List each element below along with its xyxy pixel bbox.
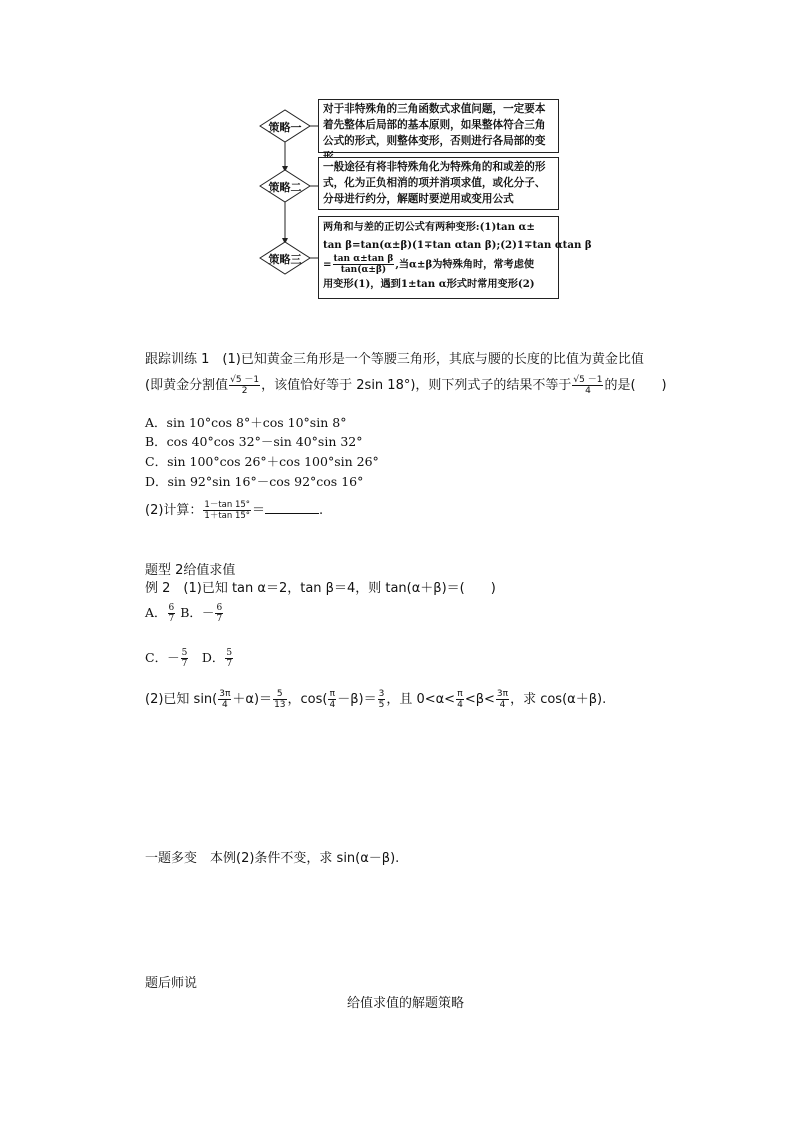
- target-fraction: [572, 375, 603, 396]
- fraction-denominator: 7: [168, 614, 175, 624]
- fraction-denominator: 4: [221, 700, 228, 710]
- option-a: A．sin 10°cos 8°＋cos 10°sin 8°: [145, 415, 347, 430]
- fraction-numerator: 3π: [219, 689, 231, 699]
- fraction-numerator: √5 －1: [230, 375, 260, 385]
- tracking-intro-prefix: (即黄金分割值: [145, 378, 229, 393]
- option-c-fraction: [181, 648, 189, 669]
- option-a-fraction: [168, 603, 176, 624]
- strategy-3-fraction: [333, 254, 395, 275]
- strategy-3-line-1: 两角和与差的正切公式有两种变形:(1)tan α±: [323, 221, 535, 233]
- q2-part-1: (2)已知 sin(: [145, 692, 218, 707]
- fraction-numerator: 5: [181, 648, 188, 658]
- q2-fraction-6: [496, 689, 509, 710]
- strategy-1-text: 对于非特殊角的三角函数式求值问题，一定要本着先整体后局部的基本原则，如果整体符合三角公式的形式，则整体变形，否则进行各局部的变: [323, 103, 546, 147]
- q2-part-6: <β<: [464, 692, 495, 707]
- example-2-question-2: [145, 688, 606, 710]
- option-b-fraction: [215, 603, 223, 624]
- fraction-numerator: √5 －1: [573, 375, 603, 385]
- fraction-denominator: 7: [216, 614, 223, 624]
- q2-fraction-3: [328, 689, 336, 710]
- question-2-equals: ＝: [252, 503, 266, 518]
- tracking-intro-line-2: [145, 374, 667, 396]
- strategy-3-line-3-tail: ,当α±β为特殊角时，常考虑使: [395, 258, 535, 271]
- q2-part-7: ，求 cos(α＋β).: [510, 692, 607, 707]
- fraction-numerator: π: [457, 689, 463, 699]
- q2-part-4: －β)＝: [337, 692, 377, 707]
- fraction-denominator: 4: [499, 700, 506, 710]
- q2-part-5: ，且 0<α<: [386, 692, 456, 707]
- teacher-note-heading: 题后师说: [145, 976, 198, 991]
- option-d-fraction: [225, 648, 233, 669]
- q2-fraction-5: [456, 689, 464, 710]
- fraction-denominator: 4: [329, 700, 336, 710]
- option-d-label: D．: [189, 650, 225, 665]
- fraction-denominator: 2: [241, 386, 248, 396]
- tracking-question-2: [145, 499, 323, 521]
- fraction-denominator: 5: [378, 700, 385, 710]
- fraction-numerator: tan α±tan β: [333, 254, 394, 264]
- option-b-label: B．－: [176, 605, 215, 620]
- q2-fraction-4: [378, 689, 386, 710]
- option-c: C．sin 100°cos 26°＋cos 100°sin 26°: [145, 454, 379, 469]
- fraction-denominator: 13: [274, 700, 286, 710]
- fraction-numerator: 6: [216, 603, 223, 613]
- section-heading: 题型 2给值求值: [145, 563, 236, 578]
- option-d: D．sin 92°sin 16°－cos 92°cos 16°: [145, 474, 364, 489]
- option-b: B．cos 40°cos 32°－sin 40°sin 32°: [145, 434, 363, 449]
- q2-part-3: ，cos(: [287, 692, 328, 707]
- fraction-numerator: π: [329, 689, 336, 699]
- tracking-intro-middle: ，该值恰好等于 2sin 18°)，则下列式子的结果不等于: [261, 378, 572, 393]
- fraction-numerator: 1－tan 15°: [204, 500, 251, 510]
- strategy-1-label: 策略一: [268, 121, 302, 134]
- q2-part-2: ＋α)＝: [232, 692, 273, 707]
- strategy-2-text: 一般途径有将非特殊角化为特殊角的和或差的形式，化为正负相消的项并消项求值，或化分子、分母进行约分，解题时要逆用或变用公式: [323, 161, 546, 205]
- q2-fraction-1: [218, 689, 231, 710]
- example-options-cd: [145, 648, 234, 669]
- question-2-period: .: [319, 503, 324, 518]
- strategy-2-box: [318, 157, 559, 210]
- fraction-numerator: 5: [273, 689, 286, 700]
- strategy-title: 给值求值的解题策略: [347, 996, 465, 1011]
- golden-ratio-fraction: [229, 375, 260, 396]
- tan-fraction: [203, 500, 251, 521]
- example-options-ab: [145, 603, 224, 624]
- strategy-1-box: [318, 99, 559, 153]
- fraction-denominator: 7: [181, 659, 188, 669]
- option-c-label: C．－: [145, 650, 180, 665]
- example-2-line: 例 2 (1)已知 tan α＝2，tan β＝4，则 tan(α＋β)＝( ): [145, 581, 496, 596]
- strategy-3-line-3: [323, 254, 554, 275]
- fraction-denominator: tan(α±β): [340, 265, 387, 275]
- fraction-numerator: 3π: [496, 689, 509, 699]
- fraction-numerator: 3: [378, 689, 385, 699]
- strategy-3-line-4: 用变形(1)，遇到1±tan α形式时常用变形(2): [323, 278, 535, 290]
- tracking-intro-suffix: 的是( ): [604, 378, 667, 393]
- fraction-denominator: 7: [226, 659, 233, 669]
- strategy-3-line-2: tan β=tan(α±β)(1∓tan αtan β);(2)1∓tan αtan β: [323, 239, 592, 251]
- option-a-label: A．: [145, 605, 167, 620]
- q2-fraction-2: [273, 689, 286, 710]
- fraction-denominator: 4: [457, 700, 463, 710]
- strategy-2-label: 策略二: [268, 181, 302, 194]
- question-2-prefix: (2)计算：: [145, 503, 203, 518]
- variant-question: 一题多变 本例(2)条件不变，求 sin(α－β).: [145, 851, 400, 866]
- strategy-3-label: 策略三: [268, 253, 302, 266]
- strategy-3-box: [318, 216, 592, 299]
- strategy-3-equals: =: [323, 258, 332, 271]
- fraction-denominator: 4: [585, 386, 591, 396]
- answer-blank[interactable]: [265, 501, 319, 514]
- tracking-intro-line-1: 跟踪训练 1 (1)已知黄金三角形是一个等腰三角形，其底与腰的长度的比值为黄金比值: [145, 352, 644, 367]
- fraction-numerator: 5: [226, 648, 233, 658]
- fraction-denominator: 1＋tan 15°: [204, 511, 251, 521]
- fraction-numerator: 6: [168, 603, 175, 613]
